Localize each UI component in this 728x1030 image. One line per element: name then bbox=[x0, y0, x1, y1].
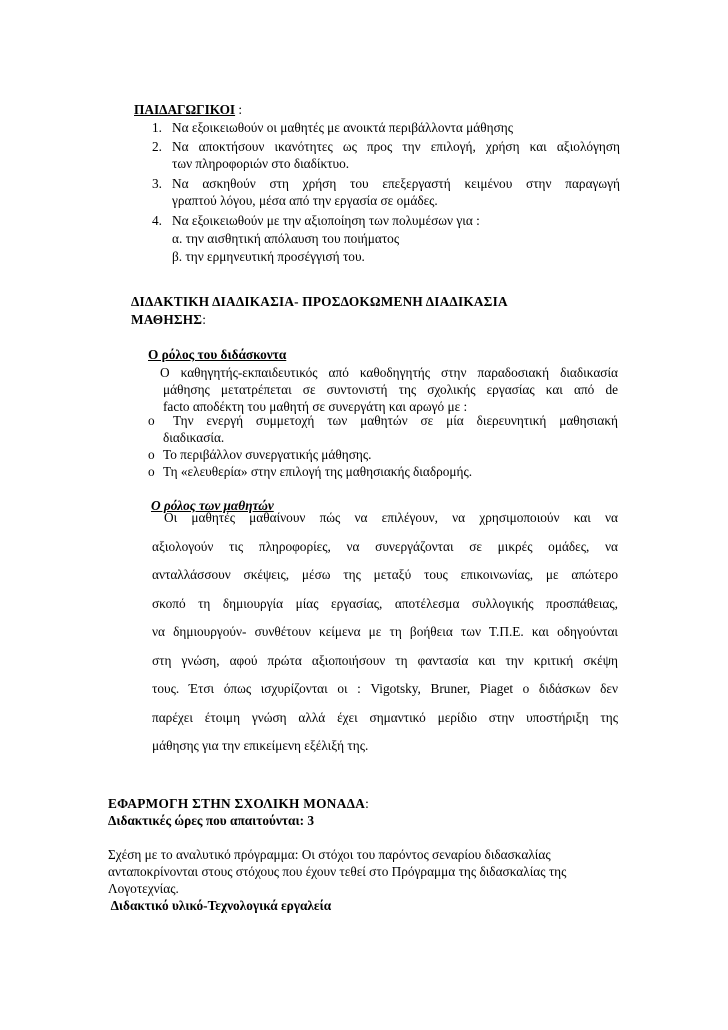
bullet-marker-icon: o bbox=[148, 447, 155, 462]
teacher-role-line: μάθησης μετατρέπεται σε συντονιστή της σχολικής εργασίας και από de bbox=[163, 382, 618, 397]
teacher-role-paragraph bbox=[160, 364, 618, 415]
bullet-line: Τη «ελευθερία» στην επιλογή της μαθησιακής διαδρομής. bbox=[163, 464, 473, 479]
bullet-line: Την ενεργή συμμετοχή των μαθητών σε μία διερευνητική μαθησιακή bbox=[173, 413, 618, 428]
student-role-line: στη γνώση, αφού πρώτα αξιοποιήσουν τη φαντασία και την κριτική σκέψη bbox=[152, 652, 618, 668]
objective-line: α. την αισθητική απόλαυση του ποιήματος bbox=[172, 231, 400, 246]
curriculum-line: Λογοτεχνίας. bbox=[108, 881, 179, 896]
student-role-title: Ο ρόλος των μαθητών bbox=[151, 498, 274, 513]
process-heading-line: ΔΙΔΑΚΤΙΚΗ ΔΙΑΔΙΚΑΣΙΑ- ΠΡΟΣΔΟΚΩΜΕΝΗ ΔΙΑΔΙΚΑΣΙΑ bbox=[131, 294, 508, 309]
student-role-line: παρέχει έτοιμη γνώση αλλά έχει σημαντικό μερίδιο στην υποστήριξη της bbox=[152, 709, 618, 725]
objectives-heading bbox=[134, 101, 242, 118]
objective-number: 3. bbox=[152, 176, 162, 191]
objective-line: β. την ερμηνευτική προσέγγισή του. bbox=[172, 249, 365, 264]
bullet-marker-icon: o bbox=[148, 413, 155, 428]
application-heading-text: ΕΦΑΡΜΟΓΗ ΣΤΗΝ ΣΧΟΛΙΚΗ ΜΟΝΑΔΑ bbox=[108, 796, 366, 811]
objective-line: Να ασκηθούν στη χρήση του επεξεργαστή κειμένου στην παραγωγή bbox=[172, 176, 620, 191]
student-role-line: σκοπό τη δημιουργία μίας εργασίας, αποτέλεσμα συλλογικής προσπάθειας, bbox=[152, 595, 618, 611]
teacher-role-line: Ο καθηγητής-εκπαιδευτικός από καθοδηγητής στην παραδοσιακή διαδικασία bbox=[160, 365, 618, 380]
objective-number: 1. bbox=[152, 120, 162, 135]
objective-number: 2. bbox=[152, 139, 162, 154]
bullet-marker-icon: o bbox=[148, 464, 155, 479]
curriculum-line: Σχέση με το αναλυτικό πρόγραμμα: Οι στόχοι του παρόντος σεναρίου διδασκαλίας bbox=[108, 847, 551, 862]
process-heading-line: ΜΑΘΗΣΗΣ bbox=[131, 312, 203, 327]
process-heading bbox=[131, 293, 508, 329]
curriculum-paragraph bbox=[108, 846, 620, 897]
objectives-heading-text: ΠΑΙΔΑΓΩΓΙΚΟΙ bbox=[134, 102, 236, 117]
objective-number: 4. bbox=[152, 213, 162, 228]
objective-line: Να εξοικειωθούν οι μαθητές με ανοικτά περιβάλλοντα μάθησης bbox=[172, 120, 513, 135]
objective-line: των πληροφοριών στο διαδίκτυο. bbox=[172, 156, 350, 171]
bullet-line: Το περιβάλλον συνεργατικής μάθησης. bbox=[163, 447, 372, 462]
bullet-line: διαδικασία. bbox=[163, 430, 225, 445]
objective-line: γραπτού λόγου, μέσα από την εργασία σε ομάδες. bbox=[172, 193, 438, 208]
student-role-paragraph bbox=[152, 504, 618, 761]
objectives-heading-suffix: : bbox=[235, 102, 243, 117]
teacher-role-line: facto αποδέκτη του μαθητή σε συνεργάτη και αρωγό με : bbox=[163, 399, 468, 414]
curriculum-line: ανταποκρίνονται στους στόχους που έχουν τεθεί στο Πρόγραμμα της διδασκαλίας της bbox=[108, 864, 567, 879]
objective-line: Να εξοικειωθούν με την αξιοποίηση των πολυμέσων για : bbox=[172, 213, 480, 228]
process-heading-suffix: : bbox=[202, 312, 207, 327]
student-role-line: τους. Έτσι όπως ισχυρίζονται οι : Vigotsky, Bruner, Piaget ο διδάσκων δεν bbox=[152, 681, 618, 696]
application-heading-suffix: : bbox=[365, 796, 369, 811]
student-role-line: μάθησης για την επικείμενη εξέλιξή της. bbox=[152, 738, 369, 753]
application-heading bbox=[108, 795, 369, 812]
materials-heading: Διδακτικό υλικό-Τεχνολογικά εργαλεία bbox=[108, 898, 332, 913]
student-role-line: ανταλλάσσουν σκέψεις, μέσω της μεταξύ τους επικοινωνίας, με απώτερο bbox=[152, 567, 618, 582]
teacher-role-title: Ο ρόλος του διδάσκοντα bbox=[148, 347, 287, 362]
student-role-line: αξιολογούν τις πληροφορίες, να συνεργάζονται σε μικρές ομάδες, να bbox=[152, 538, 618, 554]
objective-line: Να αποκτήσουν ικανότητες ως προς την επιλογή, χρήση και αξιολόγηση bbox=[172, 139, 620, 154]
teaching-hours: Διδακτικές ώρες που απαιτούνται: 3 bbox=[108, 813, 314, 828]
student-role-line: να δημιουργούν- συνθέτουν κείμενα με τη βοήθεια των Τ.Π.Ε. και οδηγούνται bbox=[152, 624, 618, 639]
student-role-line: Οι μαθητές μαθαίνουν πώς να επιλέγουν, να χρησιμοποιούν και να bbox=[164, 510, 618, 525]
